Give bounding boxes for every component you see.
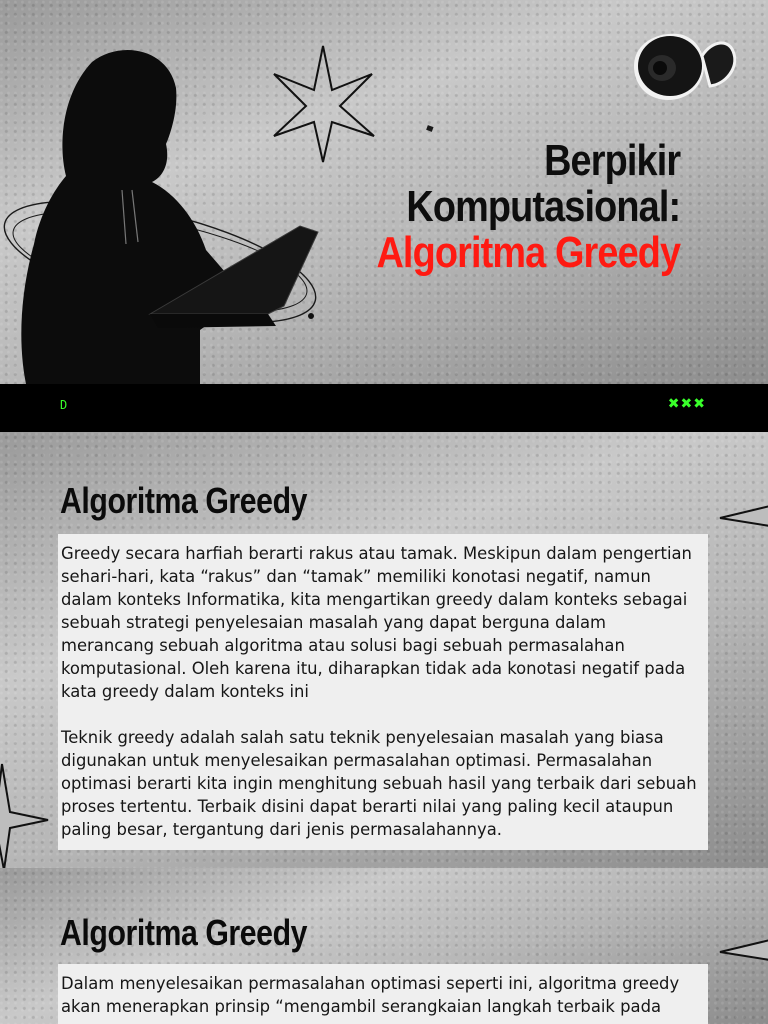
star-outline-icon <box>0 762 52 868</box>
title-line-3: Algoritma Greedy <box>376 228 680 277</box>
cover-title <box>376 138 680 276</box>
section-text-box <box>58 534 708 850</box>
title-line-2: Komputasional: <box>406 182 680 231</box>
bar-left-marker: D <box>60 398 68 412</box>
paragraph: Dalam menyelesaikan permasalahan optimasi seperti ini, algoritma greedy akan menerapkan prinsip “mengambil serangkaian langkah terbaik pada <box>61 974 680 1016</box>
bar-x-marks-icon: ✖✖✖ <box>667 396 706 412</box>
star-outline-icon <box>716 462 768 572</box>
star-outline-icon <box>716 896 768 1006</box>
content-slide-1 <box>0 432 768 868</box>
title-line-1: Berpikir <box>543 136 680 185</box>
star-outline-icon <box>270 44 380 164</box>
content-slide-2 <box>0 868 768 1024</box>
section-heading: Algoritma Greedy <box>60 480 308 521</box>
slide-divider-bar <box>0 384 768 432</box>
section-heading: Algoritma Greedy <box>60 912 308 953</box>
debris-dot <box>426 124 436 134</box>
paragraph: Greedy secara harfiah berarti rakus atau tamak. Meskipun dalam pengertian sehari-hari, kata “rakus” dan “tamak” memiliki konotasi negatif, namun dalam konteks Informatika, kita mengartikan greedy dalam konteks sebagai sebuah strategi penyelesaian masalah yang dapat berguna dalam merancang sebuah algoritma atau solusi bagi sebuah permasalahan komputasional. Oleh karena itu, diharapkan tidak ada konotasi negatif pada kata greedy dalam konteks ini <box>61 544 692 701</box>
section-text-box <box>58 964 708 1024</box>
paragraph: Teknik greedy adalah salah satu teknik penyelesaian masalah yang biasa digunakan untuk menyelesaikan permasalahan optimasi. Permasalahan optimasi berarti kita ingin menghitung sebuah hasil yang terbaik dari sebuah proses tertentu. Terbaik disini dapat berarti nilai yang paling kecil ataupun paling besar, tergantung dari jenis permasalahannya. <box>61 728 697 839</box>
cover-slide <box>0 0 768 384</box>
webcam-icon <box>630 26 740 106</box>
